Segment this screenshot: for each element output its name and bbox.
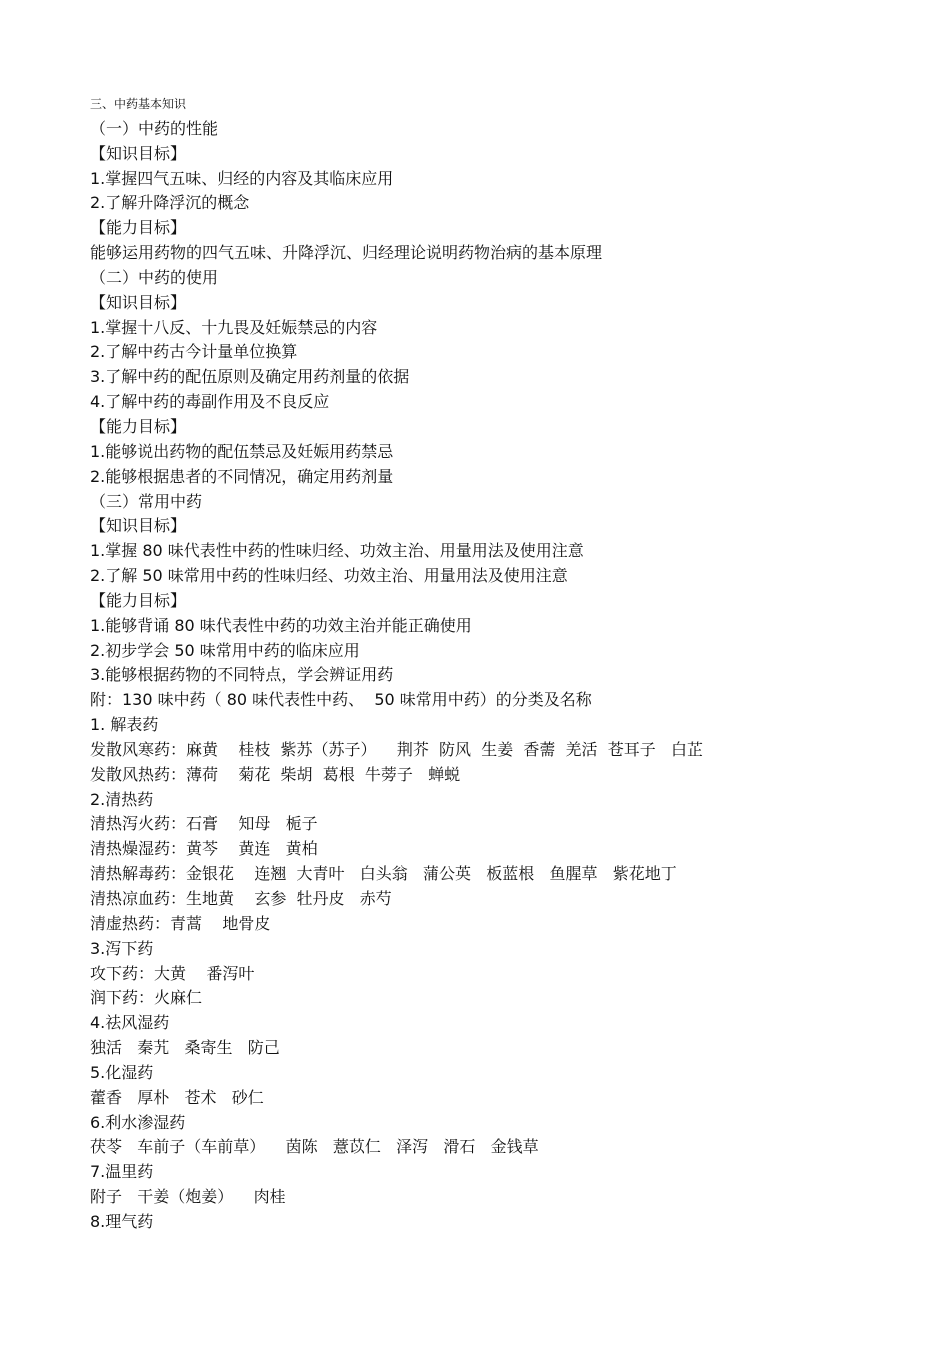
text-line: （一）中药的性能 [90, 118, 219, 138]
text-line: 1.能够背诵 80 味代表性中药的功效主治并能正确使用 [90, 615, 472, 635]
text-line: 2.了解升降浮沉的概念 [90, 193, 250, 213]
text-line: 独活 秦艽 桑寄生 防己 [90, 1038, 280, 1058]
text-line: 1.能够说出药物的配伍禁忌及妊娠用药禁忌 [90, 441, 394, 461]
document-page [90, 92, 910, 1235]
text-line: 【知识目标】 [90, 516, 187, 536]
text-line: （二）中药的使用 [90, 267, 219, 287]
text-line: 【能力目标】 [90, 590, 187, 610]
text-line: 2.了解 50 味常用中药的性味归经、功效主治、用量用法及使用注意 [90, 566, 568, 586]
text-line: 3.了解中药的配伍原则及确定用药剂量的依据 [90, 367, 410, 387]
text-line: 【能力目标】 [90, 416, 187, 436]
text-line: 1. 解表药 [90, 715, 159, 735]
text-line: 3.能够根据药物的不同特点，学会辨证用药 [90, 665, 394, 685]
text-line: 6.利水渗湿药 [90, 1112, 186, 1132]
text-line: 2.能够根据患者的不同情况，确定用药剂量 [90, 466, 394, 486]
text-line: 清热解毒药：金银花 连翘 大青叶 白头翁 蒲公英 板蓝根 鱼腥草 紫花地丁 [90, 864, 677, 884]
text-line: 清热燥湿药：黄芩 黄连 黄柏 [90, 839, 318, 859]
text-line: 发散风热药：薄荷 菊花 柴胡 葛根 牛蒡子 蝉蜕 [90, 764, 461, 784]
text-line: 发散风寒药：麻黄 桂枝 紫苏（苏子） 荆芥 防风 生姜 香薷 羌活 苍耳子 白芷 [90, 739, 703, 759]
text-line: 清热泻火药：石膏 知母 栀子 [90, 814, 318, 834]
text-line: 【能力目标】 [90, 218, 187, 238]
text-line: 4.了解中药的毒副作用及不良反应 [90, 392, 330, 412]
text-line: 润下药：火麻仁 [90, 988, 203, 1008]
text-line: 附子 干姜（炮姜） 肉桂 [90, 1187, 286, 1207]
text-line: 攻下药：大黄 番泻叶 [90, 963, 255, 983]
text-line: 能够运用药物的四气五味、升降浮沉、归经理论说明药物治病的基本原理 [90, 243, 603, 263]
text-line: 8.理气药 [90, 1211, 154, 1231]
text-line: 3.泻下药 [90, 938, 154, 958]
text-line: 7.温里药 [90, 1162, 154, 1182]
text-line: 附：130 味中药（ 80 味代表性中药、 50 味常用中药）的分类及名称 [90, 690, 592, 710]
text-line: 2.了解中药古今计量单位换算 [90, 342, 298, 362]
text-line: 【知识目标】 [90, 292, 187, 312]
text-line: 2.初步学会 50 味常用中药的临床应用 [90, 640, 360, 660]
text-line: 清热凉血药：生地黄 玄参 牡丹皮 赤芍 [90, 889, 392, 908]
section-title: 三、中药基本知识 [90, 97, 187, 111]
text-line: （三）常用中药 [90, 491, 203, 511]
text-line: 5.化湿药 [90, 1062, 154, 1082]
text-line: 1.掌握 80 味代表性中药的性味归经、功效主治、用量用法及使用注意 [90, 541, 584, 561]
text-line: 茯苓 车前子（车前草） 茵陈 薏苡仁 泽泻 滑石 金钱草 [90, 1137, 539, 1157]
text-line: 【知识目标】 [90, 143, 187, 163]
text-line: 2.清热药 [90, 789, 154, 809]
text-line: 1.掌握四气五味、归经的内容及其临床应用 [90, 168, 394, 188]
text-line: 1.掌握十八反、十九畏及妊娠禁忌的内容 [90, 317, 378, 337]
text-line: 藿香 厚朴 苍术 砂仁 [90, 1087, 264, 1107]
document-body [90, 117, 910, 1235]
text-line: 4.祛风湿药 [90, 1013, 170, 1033]
text-line: 清虚热药：青蒿 地骨皮 [90, 913, 271, 933]
